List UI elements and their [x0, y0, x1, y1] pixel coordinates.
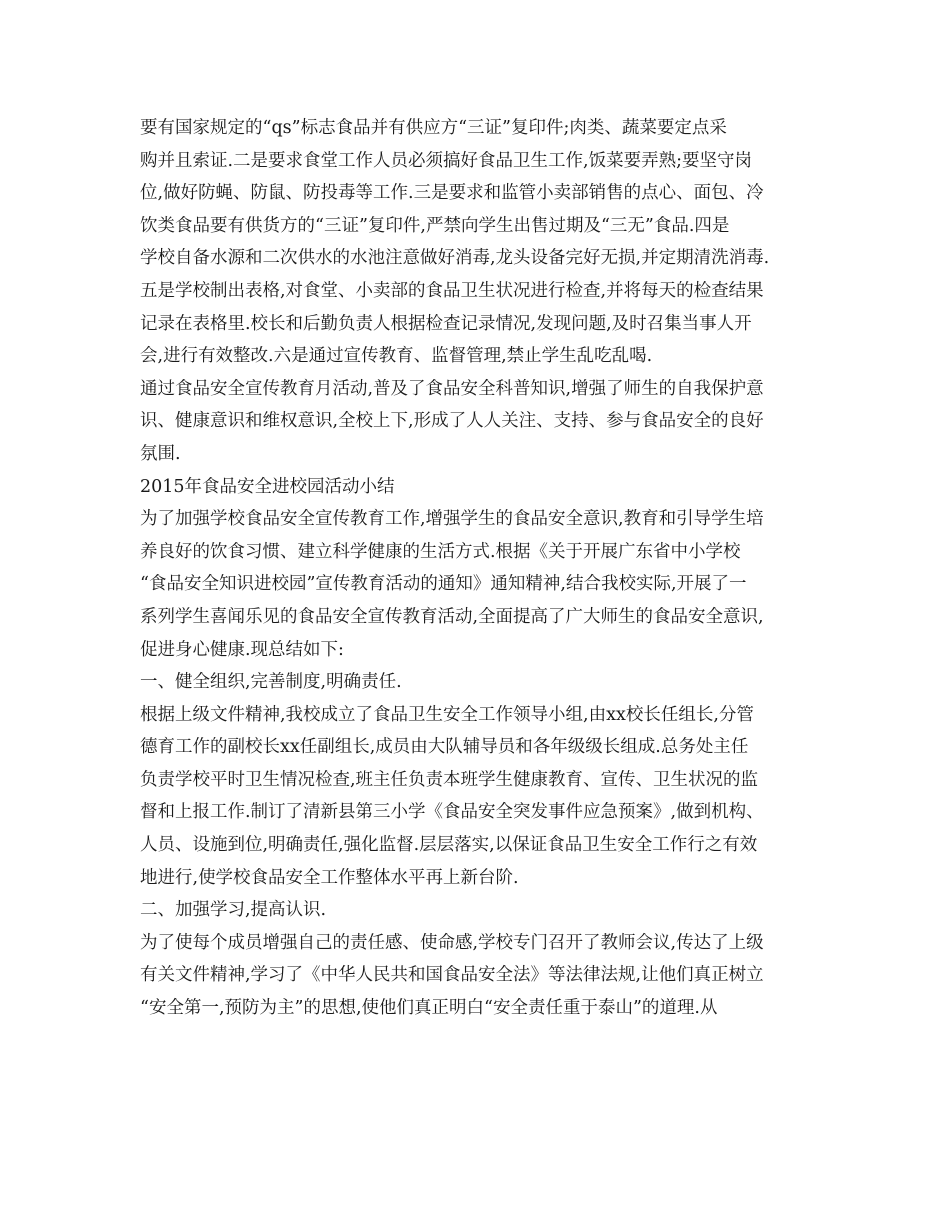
text-line: 督和上报工作.制订了清新县第三小学《食品安全突发事件应急预案》,做到机构、 — [140, 802, 764, 823]
text-line: 氛围. — [140, 443, 181, 464]
text-line: 德育工作的副校长xx任副组长,成员由大队辅导员和各年级级长组成.总务处主任 — [140, 737, 749, 758]
text-line: “安全第一,预防为主”的思想,使他们真正明白“安全责任重于泰山”的道理.从 — [140, 998, 718, 1019]
document-body — [140, 112, 830, 1025]
text-line: 会,进行有效整改.六是通过宣传教育、监督管理,禁止学生乱吃乱喝. — [140, 346, 653, 367]
text-line: 养良好的饮食习惯、建立科学健康的生活方式.根据《关于开展广东省中小学校 — [140, 541, 741, 562]
text-line: 为了使每个成员增强自己的责任感、使命感,学校专门召开了教师会议,传达了上级 — [140, 932, 764, 953]
text-line: 五是学校制出表格,对食堂、小卖部的食品卫生状况进行检查,并将每天的检查结果 — [140, 280, 764, 301]
section-title: 2015年食品安全进校园活动小结 — [140, 476, 395, 497]
text-line: 有关文件精神,学习了《中华人民共和国食品安全法》等法律法规,让他们真正树立 — [140, 965, 764, 986]
text-line: “食品安全知识进校园”宣传教育活动的通知》通知精神,结合我校实际,开展了一 — [140, 574, 747, 595]
text-line: 记录在表格里.校长和后勤负责人根据检查记录情况,发现问题,及时召集当事人开 — [140, 313, 752, 334]
text-line: 人员、设施到位,明确责任,强化监督.层层落实,以保证食品卫生安全工作行之有效 — [140, 835, 758, 856]
text-line: 位,做好防蝇、防鼠、防投毒等工作.三是要求和监管小卖部销售的点心、面包、冷 — [140, 183, 764, 204]
section-heading: 一、健全组织,完善制度,明确责任. — [140, 672, 402, 693]
text-line: 负责学校平时卫生情况检查,班主任负责本班学生健康教育、宣传、卫生状况的监 — [140, 769, 759, 790]
text-line: 要有国家规定的“qs”标志食品并有供应方“三证”复印件;肉类、蔬菜要定点采 — [140, 118, 727, 138]
text-line: 根据上级文件精神,我校成立了食品卫生安全工作领导小组,由xx校长任组长,分管 — [140, 704, 754, 725]
text-line: 饮类食品要有供货方的“三证”复印件,严禁向学生出售过期及“三无”食品.四是 — [140, 215, 730, 236]
section-heading: 二、加强学习,提高认识. — [140, 900, 327, 921]
text-line: 通过食品安全宣传教育月活动,普及了食品安全科普知识,增强了师生的自我保护意 — [140, 378, 764, 399]
text-line: 促进身心健康.现总结如下: — [140, 639, 344, 660]
text-line: 识、健康意识和维权意识,全校上下,形成了人人关注、支持、参与食品安全的良好 — [140, 411, 764, 432]
text-line: 购并且索证.二是要求食堂工作人员必须搞好食品卫生工作,饭菜要弄熟;要坚守岗 — [140, 150, 753, 171]
text-line: 学校自备水源和二次供水的水池注意做好消毒,龙头设备完好无损,并定期清洗消毒. — [140, 248, 770, 269]
text-line: 系列学生喜闻乐见的食品安全宣传教育活动,全面提高了广大师生的食品安全意识, — [140, 606, 764, 627]
text-line: 地进行,使学校食品安全工作整体水平再上新台阶. — [140, 867, 519, 888]
text-line: 为了加强学校食品安全宣传教育工作,增强学生的食品安全意识,教育和引导学生培 — [140, 509, 764, 530]
